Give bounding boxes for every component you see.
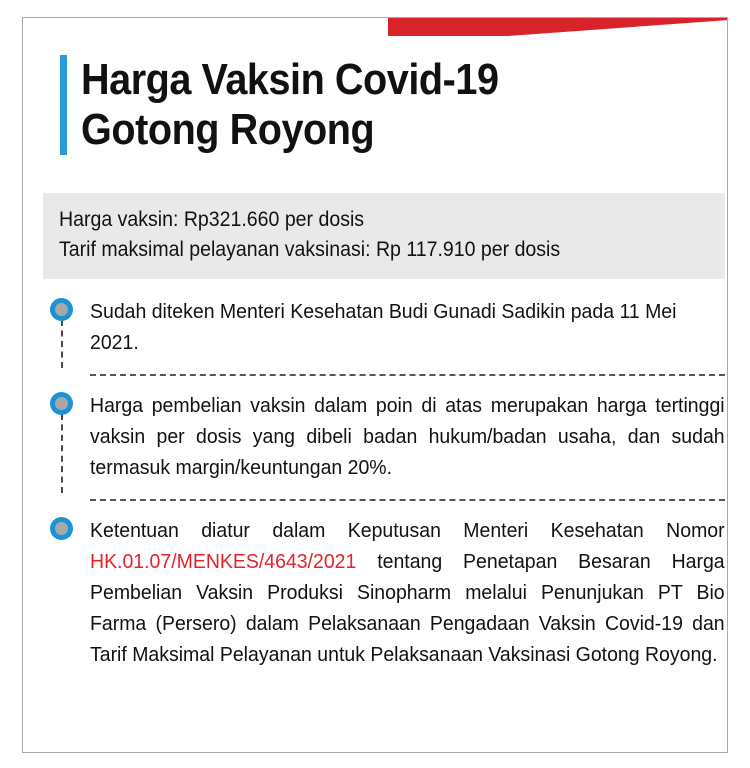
list-item bbox=[43, 515, 725, 674]
divider bbox=[90, 499, 725, 501]
bullet-text-2: Harga pembelian vaksin dalam poin di atas merupakan harga tertinggi vaksin per dosis yang dibeli badan hukum/badan usaha, dan sudah termasuk margin/keuntungan 20%. bbox=[90, 394, 725, 479]
title-line-1: Harga Vaksin Covid-19 bbox=[81, 55, 499, 104]
bullet-point-icon bbox=[50, 392, 73, 415]
list-item bbox=[43, 390, 725, 487]
divider bbox=[90, 374, 725, 376]
regulation-number: HK.01.07/MENKES/4643/2021 bbox=[90, 550, 357, 573]
connector-dashed-line bbox=[61, 414, 63, 493]
title-lines bbox=[81, 55, 545, 155]
bullet-point-icon bbox=[50, 517, 73, 540]
bullet-point-icon bbox=[50, 298, 73, 321]
regulation-text-after: tentang Penetapan Besaran Harga Pembelian Vaksin Produksi Sinopharm melalui Penunjukan PT Bio Farma (Persero) dalam Pelaksanaan Pengadaan Vaksin Covid-19 dan Tarif Maksimal Pelayanan untuk Pelaksanaan Vaksinasi Gotong Royong. bbox=[90, 550, 725, 666]
vaccine-price-line: Harga vaksin: Rp321.660 per dosis bbox=[59, 208, 365, 231]
red-banner-decoration bbox=[388, 18, 728, 36]
title-accent-bar bbox=[60, 55, 67, 155]
bullet-list bbox=[43, 296, 725, 674]
bullet-text-1: Sudah diteken Menteri Kesehatan Budi Gunadi Sadikin pada 11 Mei 2021. bbox=[90, 300, 677, 354]
page-title bbox=[60, 55, 545, 155]
bullet-text-3 bbox=[90, 515, 725, 670]
price-summary-box bbox=[43, 193, 725, 279]
infographic-card bbox=[22, 17, 728, 753]
regulation-text-before: Ketentuan diatur dalam Keputusan Menteri Kesehatan Nomor bbox=[90, 519, 725, 542]
service-tariff-line: Tarif maksimal pelayanan vaksinasi: Rp 117.910 per dosis bbox=[59, 238, 561, 261]
title-line-2: Gotong Royong bbox=[81, 105, 375, 154]
list-item bbox=[43, 296, 725, 362]
connector-dashed-line bbox=[61, 320, 63, 368]
